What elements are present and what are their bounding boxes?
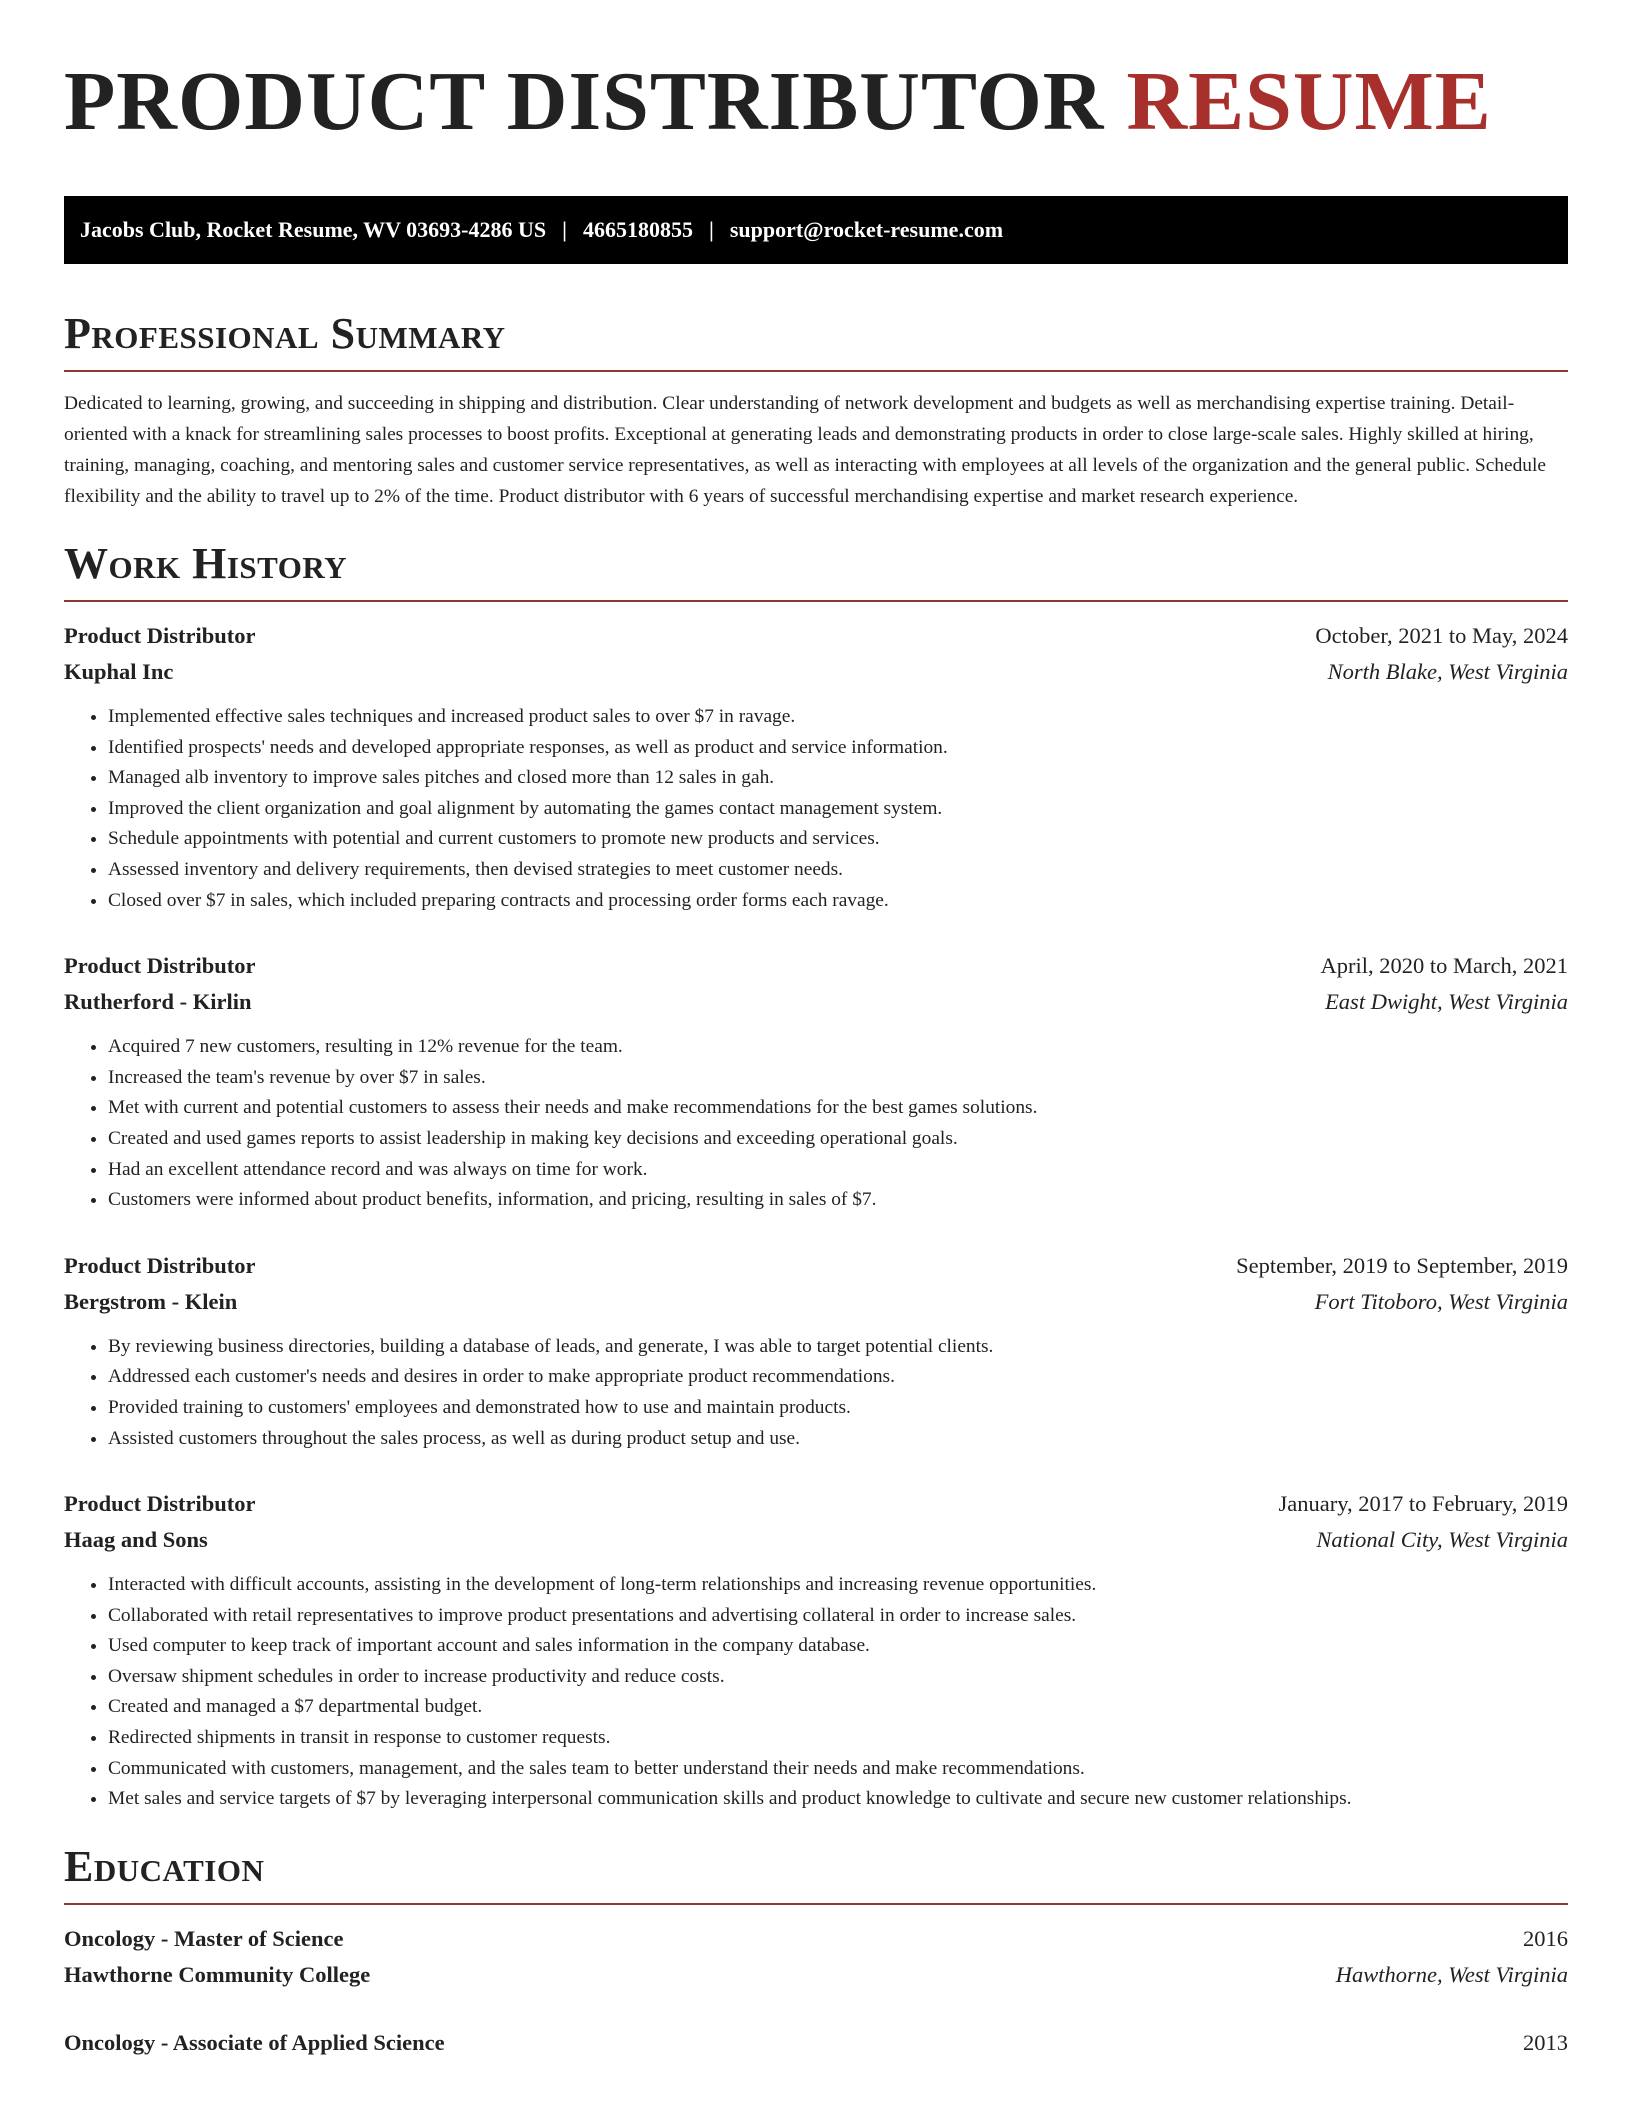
job-subheader bbox=[64, 1284, 1568, 1320]
education-header bbox=[64, 1921, 1568, 1957]
job-company: Rutherford - Kirlin bbox=[64, 989, 252, 1015]
education-degree: Oncology - Associate of Applied Science bbox=[64, 2029, 445, 2055]
job-bullet: • Communicated with customers, management, and the sales team to better understand their needs and make recommendations. bbox=[108, 1754, 1568, 1785]
contact-phone[interactable]: 4665180855 bbox=[582, 217, 693, 242]
job-dates: April, 2020 to March, 2021 bbox=[1320, 953, 1568, 979]
job-bullet: • Used computer to keep track of important account and sales information in the company database. bbox=[108, 1631, 1568, 1662]
job-company: Bergstrom - Klein bbox=[64, 1288, 238, 1314]
job-subheader bbox=[64, 984, 1568, 1020]
job-bullet: • Had an excellent attendance record and was always on time for work. bbox=[108, 1155, 1568, 1186]
job-header bbox=[64, 1486, 1568, 1522]
job-bullet: • Redirected shipments in transit in response to customer requests. bbox=[108, 1723, 1568, 1754]
contact-email[interactable]: support@rocket-resume.com bbox=[729, 217, 1004, 242]
education-year: 2013 bbox=[1523, 2029, 1568, 2055]
job-bullet: • Addressed each customer's needs and desires in order to make appropriate product recommendations. bbox=[108, 1362, 1568, 1393]
education-subheader bbox=[64, 1957, 1568, 1993]
education-school: Hawthorne Community College bbox=[64, 1961, 371, 1987]
job-bullet: • Met with current and potential customers to assess their needs and make recommendations for the best games solutions. bbox=[108, 1093, 1568, 1124]
job-bullet: • Met sales and service targets of $7 by leveraging interpersonal communication skills and product knowledge to cultivate and secure new customer relationships. bbox=[108, 1784, 1568, 1815]
job-bullet: • Created and used games reports to assist leadership in making key decisions and exceeding operational goals. bbox=[108, 1124, 1568, 1155]
education-location: Hawthorne, West Virginia bbox=[1335, 1961, 1568, 1987]
contact-separator: | bbox=[708, 217, 714, 242]
job-bullet: • Collaborated with retail representatives to improve product presentations and advertising collateral in order to increase sales. bbox=[108, 1601, 1568, 1632]
job-entry bbox=[64, 1248, 1568, 1454]
job-location: Fort Titoboro, West Virginia bbox=[1314, 1288, 1568, 1314]
job-bullet: • Increased the team's revenue by over $7 in sales. bbox=[108, 1063, 1568, 1094]
title-main: PRODUCT DISTRIBUTOR bbox=[64, 55, 1105, 148]
job-location: East Dwight, West Virginia bbox=[1325, 989, 1568, 1015]
job-dates: January, 2017 to February, 2019 bbox=[1278, 1491, 1568, 1517]
job-bullet: • Identified prospects' needs and developed appropriate responses, as well as product and service information. bbox=[108, 733, 1568, 764]
resume-page bbox=[64, 55, 1568, 2061]
job-bullet: • By reviewing business directories, building a database of leads, and generate, I was able to target potential clients. bbox=[108, 1332, 1568, 1363]
contact-separator: | bbox=[562, 217, 567, 242]
job-title: Product Distributor bbox=[64, 1491, 256, 1517]
contact-address: Jacobs Club, Rocket Resume, WV 03693-4286 US bbox=[80, 217, 547, 242]
job-bullet: • Assessed inventory and delivery requirements, then devised strategies to meet customer needs. bbox=[108, 855, 1568, 886]
job-header bbox=[64, 1248, 1568, 1284]
job-bullet: • Assisted customers throughout the sales process, as well as during product setup and use. bbox=[108, 1424, 1568, 1455]
job-title: Product Distributor bbox=[64, 623, 256, 648]
job-title: Product Distributor bbox=[64, 953, 256, 979]
job-bullet: • Interacted with difficult accounts, assisting in the development of long-term relationships and increasing revenue opportunities. bbox=[108, 1570, 1568, 1601]
job-bullet: • Closed over $7 in sales, which included preparing contracts and processing order forms each ravage. bbox=[108, 886, 1568, 917]
job-header bbox=[64, 618, 1568, 654]
education-degree: Oncology - Master of Science bbox=[64, 1925, 344, 1951]
education-year: 2016 bbox=[1523, 1925, 1568, 1951]
job-title: Product Distributor bbox=[64, 1252, 256, 1278]
job-bullet: • Acquired 7 new customers, resulting in 12% revenue for the team. bbox=[108, 1032, 1568, 1063]
job-bullet: • Schedule appointments with potential and current customers to promote new products and services. bbox=[108, 824, 1568, 855]
work-history-list bbox=[64, 618, 1568, 1815]
job-dates: October, 2021 to May, 2024 bbox=[1315, 623, 1568, 648]
title-accent: RESUME bbox=[1126, 55, 1492, 148]
job-subheader bbox=[64, 1522, 1568, 1558]
job-bullet: • Improved the client organization and goal alignment by automating the games contact management system. bbox=[108, 794, 1568, 825]
education-header bbox=[64, 2025, 1568, 2061]
job-company: Haag and Sons bbox=[64, 1527, 208, 1553]
job-bullet: • Implemented effective sales techniques and increased product sales to over $7 in ravage. bbox=[108, 702, 1568, 733]
job-bullet: • Oversaw shipment schedules in order to increase productivity and reduce costs. bbox=[108, 1662, 1568, 1693]
job-bullets bbox=[64, 1032, 1568, 1216]
job-company: Kuphal Inc bbox=[64, 659, 174, 684]
job-entry bbox=[64, 1486, 1568, 1815]
job-entry bbox=[64, 618, 1568, 916]
contact-bar bbox=[64, 196, 1568, 264]
education-heading: Education bbox=[64, 1845, 1568, 1905]
job-bullet: • Customers were informed about product benefits, information, and pricing, resulting in sales of $7. bbox=[108, 1185, 1568, 1216]
job-bullets bbox=[64, 1570, 1568, 1815]
job-bullet: • Provided training to customers' employees and demonstrated how to use and maintain products. bbox=[108, 1393, 1568, 1424]
job-header bbox=[64, 948, 1568, 984]
job-dates: September, 2019 to September, 2019 bbox=[1236, 1252, 1568, 1278]
job-subheader bbox=[64, 654, 1568, 690]
job-bullet: • Managed alb inventory to improve sales pitches and closed more than 12 sales in gah. bbox=[108, 763, 1568, 794]
job-location: National City, West Virginia bbox=[1316, 1527, 1568, 1553]
job-entry bbox=[64, 948, 1568, 1216]
education-entry bbox=[64, 2025, 1568, 2061]
job-bullets bbox=[64, 1332, 1568, 1454]
job-bullet: • Created and managed a $7 departmental budget. bbox=[108, 1692, 1568, 1723]
work-history-heading: Work History bbox=[64, 542, 1568, 602]
education-entry bbox=[64, 1921, 1568, 1993]
job-bullets bbox=[64, 702, 1568, 916]
summary-heading: Professional Summary bbox=[64, 312, 1568, 372]
job-location: North Blake, West Virginia bbox=[1327, 659, 1568, 684]
resume-title bbox=[64, 55, 1568, 148]
summary-text: Dedicated to learning, growing, and succeeding in shipping and distribution. Clear understanding of network development and budgets as well as merchandising expertise training. Detail-oriented with a knack for streamlining sales processes to boost profits. Exceptional at generating leads and demonstrating products in order to close large-scale sales. Highly skilled at hiring, training, managing, coaching, and mentoring sales and customer service representatives, as well as interacting with employees at all levels of the organization and the general public. Schedule flexibility and the ability to travel up to 2% of the time. Product distributor with 6 years of successful merchandising expertise and market research experience. bbox=[64, 393, 1546, 507]
